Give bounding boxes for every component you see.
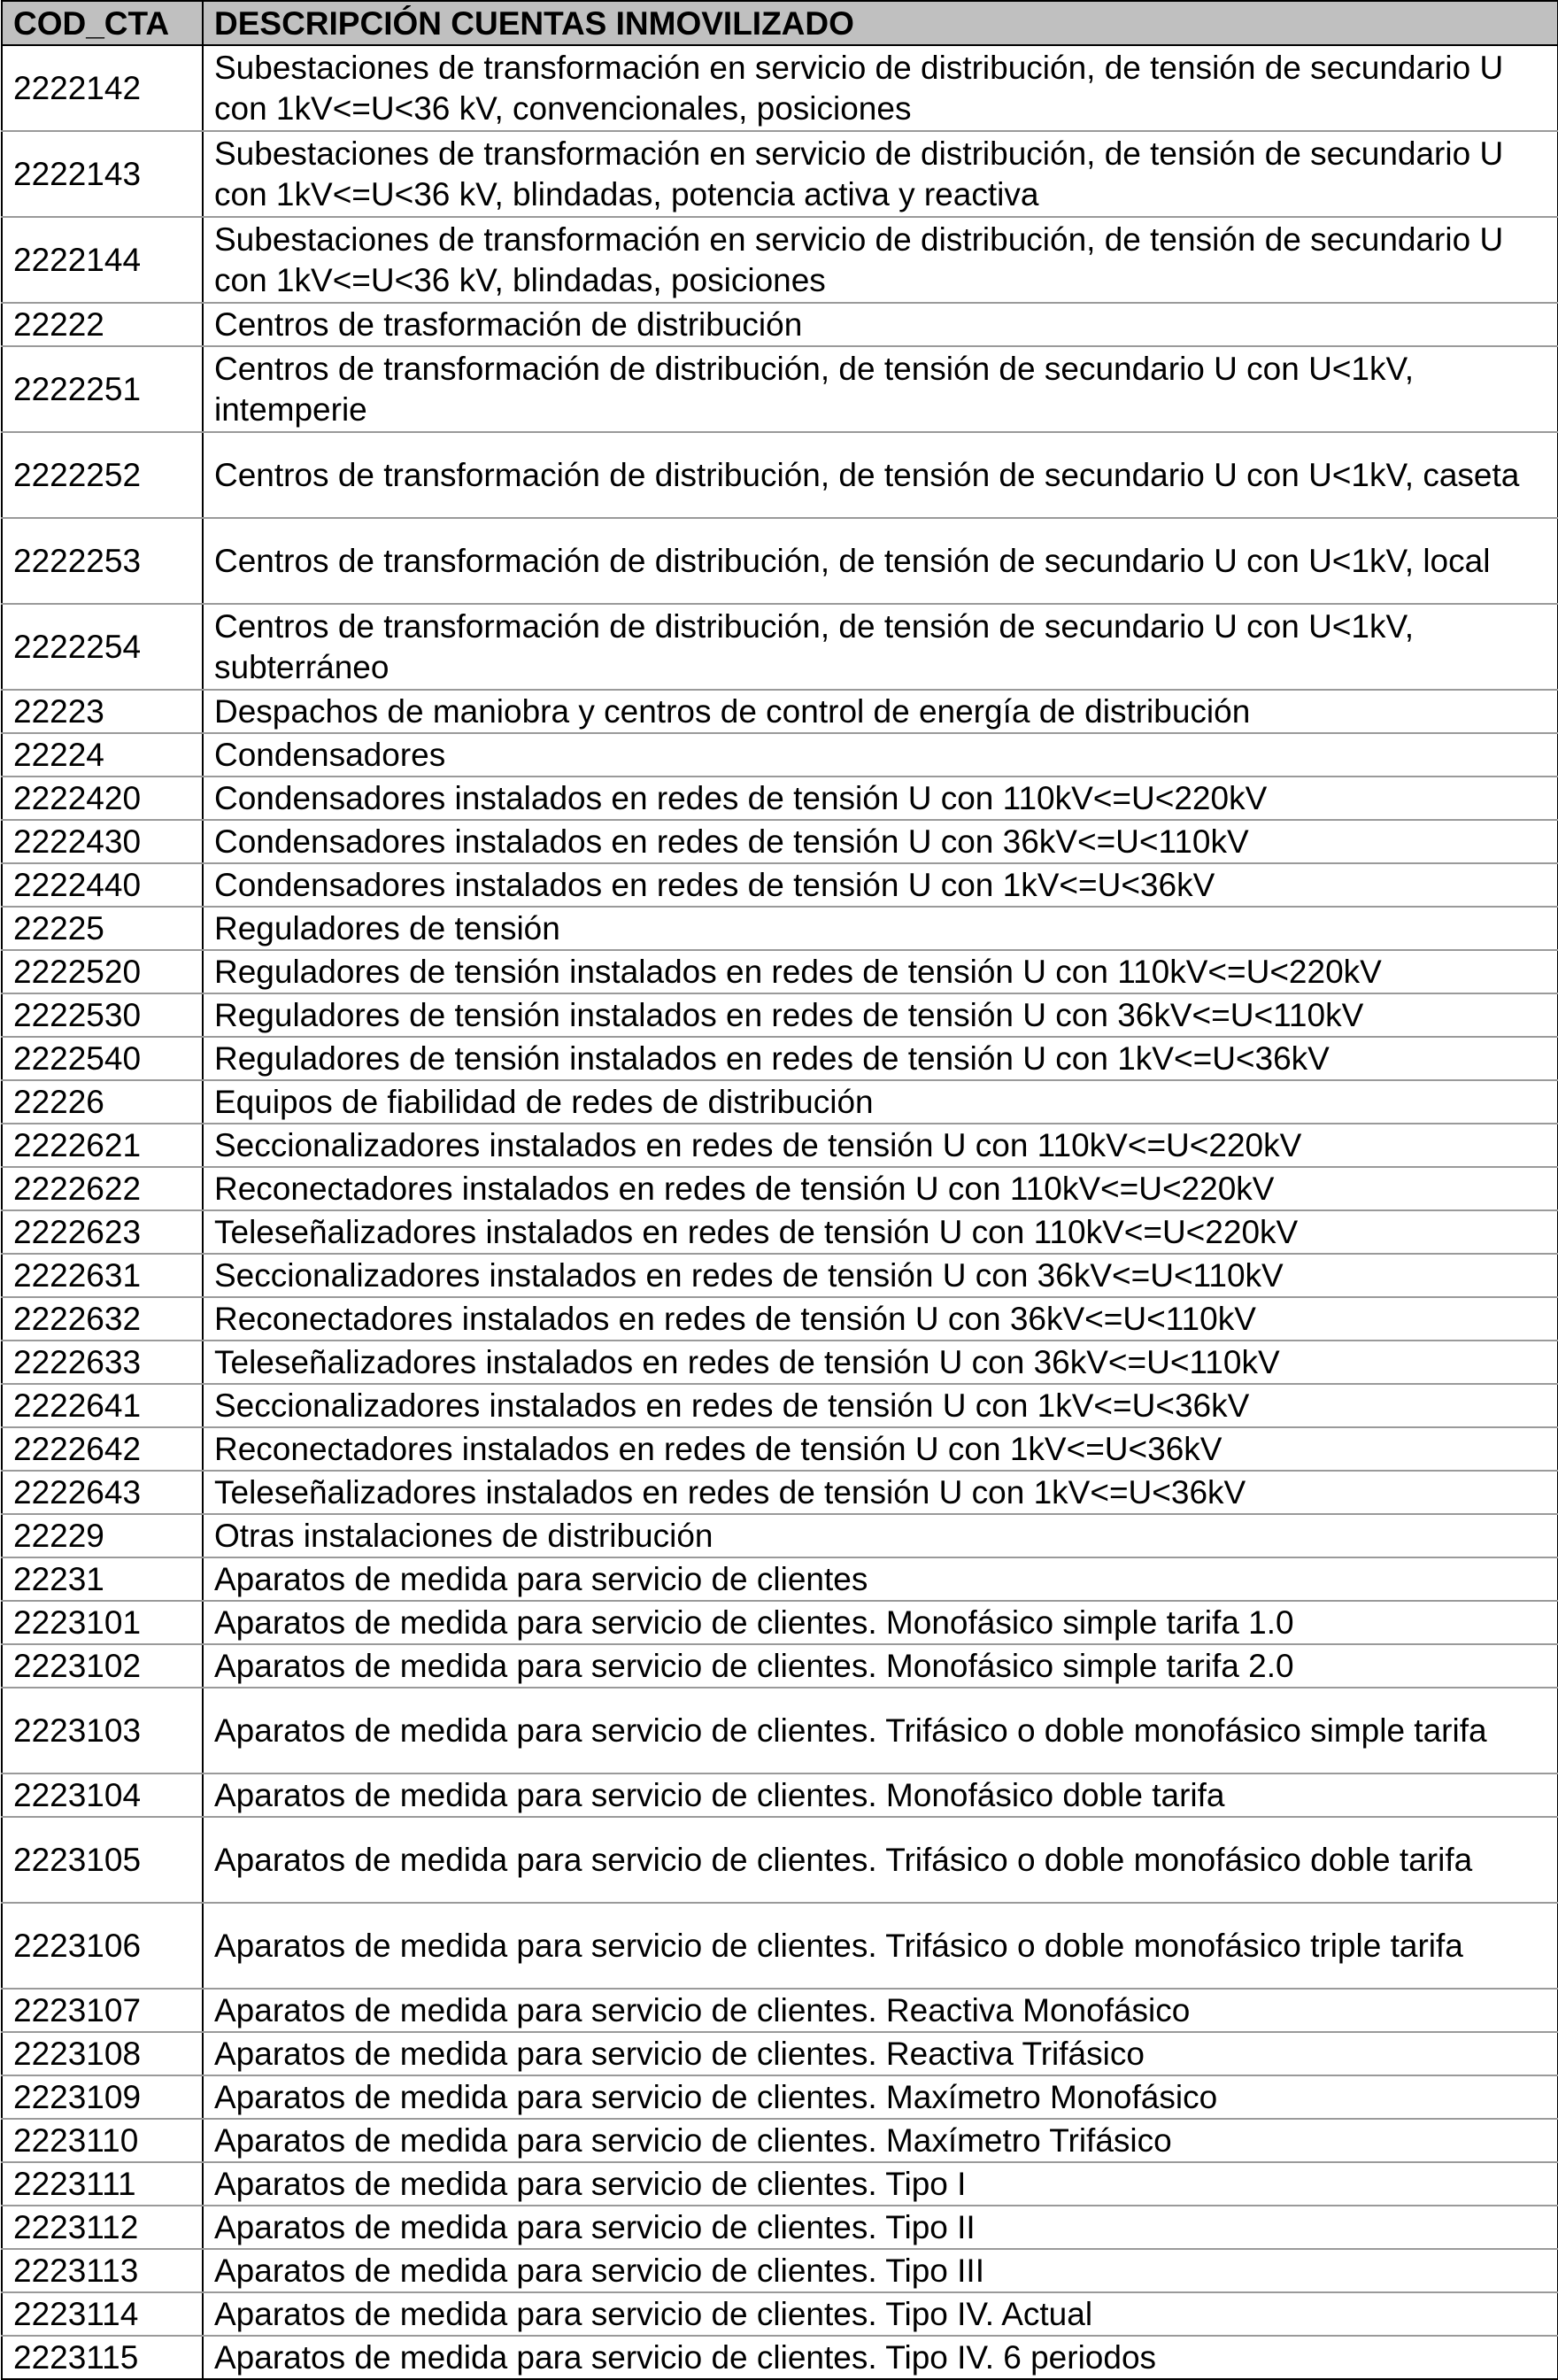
account-description-cell: Aparatos de medida para servicio de clientes. Reactiva Trifásico	[203, 2032, 1558, 2075]
accounts-table	[1, 0, 1558, 2380]
table-row	[2, 131, 1558, 217]
account-code-cell: 2223114	[2, 2292, 203, 2336]
account-code-cell: 2223110	[2, 2119, 203, 2162]
account-code-cell: 2223107	[2, 1989, 203, 2032]
account-description-cell: Reguladores de tensión instalados en redes de tensión U con 110kV<=U<220kV	[203, 950, 1558, 993]
table-row	[2, 820, 1558, 863]
account-description-cell: Reconectadores instalados en redes de tensión U con 1kV<=U<36kV	[203, 1427, 1558, 1471]
account-code-cell: 2223102	[2, 1644, 203, 1688]
account-description-cell: Condensadores instalados en redes de tensión U con 36kV<=U<110kV	[203, 820, 1558, 863]
account-description-cell: Centros de transformación de distribución, de tensión de secundario U con U<1kV, local	[203, 518, 1558, 604]
table-row	[2, 2206, 1558, 2249]
account-code-cell: 2223113	[2, 2249, 203, 2292]
table-row	[2, 1471, 1558, 1514]
account-code-cell: 2222143	[2, 131, 203, 217]
account-description-cell: Condensadores instalados en redes de tensión U con 1kV<=U<36kV	[203, 863, 1558, 907]
table-body	[2, 45, 1558, 2379]
table-row	[2, 1297, 1558, 1341]
table-row	[2, 863, 1558, 907]
column-header-description: DESCRIPCIÓN CUENTAS INMOVILIZADO	[203, 1, 1558, 45]
table-row	[2, 1688, 1558, 1773]
table-row	[2, 2119, 1558, 2162]
account-description-cell: Aparatos de medida para servicio de clientes. Tipo IV. Actual	[203, 2292, 1558, 2336]
account-code-cell: 2222622	[2, 1167, 203, 1210]
table-row	[2, 907, 1558, 950]
account-code-cell: 22223	[2, 690, 203, 733]
table-row	[2, 1384, 1558, 1427]
account-code-cell: 2222253	[2, 518, 203, 604]
account-code-cell: 2222633	[2, 1341, 203, 1384]
account-code-cell: 2222440	[2, 863, 203, 907]
table-row	[2, 432, 1558, 518]
account-description-cell: Aparatos de medida para servicio de clientes. Maxímetro Trifásico	[203, 2119, 1558, 2162]
table-header-row	[2, 1, 1558, 45]
account-code-cell: 2222642	[2, 1427, 203, 1471]
account-code-cell: 2223111	[2, 2162, 203, 2206]
account-code-cell: 2223108	[2, 2032, 203, 2075]
account-code-cell: 2222251	[2, 346, 203, 432]
account-code-cell: 2222641	[2, 1384, 203, 1427]
account-code-cell: 22229	[2, 1514, 203, 1557]
table-row	[2, 1254, 1558, 1297]
account-description-cell: Seccionalizadores instalados en redes de tensión U con 110kV<=U<220kV	[203, 1124, 1558, 1167]
account-code-cell: 2222540	[2, 1037, 203, 1080]
table-row	[2, 2075, 1558, 2119]
account-code-cell: 2222254	[2, 604, 203, 690]
table-row	[2, 1903, 1558, 1989]
account-description-cell: Reconectadores instalados en redes de tensión U con 110kV<=U<220kV	[203, 1167, 1558, 1210]
table-row	[2, 518, 1558, 604]
account-code-cell: 2222252	[2, 432, 203, 518]
account-code-cell: 2223112	[2, 2206, 203, 2249]
table-row	[2, 2162, 1558, 2206]
table-row	[2, 1601, 1558, 1644]
table-row	[2, 1989, 1558, 2032]
account-description-cell: Aparatos de medida para servicio de clientes. Reactiva Monofásico	[203, 1989, 1558, 2032]
table-row	[2, 1341, 1558, 1384]
account-description-cell: Centros de transformación de distribución, de tensión de secundario U con U<1kV, intemperie	[203, 346, 1558, 432]
account-description-cell: Aparatos de medida para servicio de clientes. Monofásico simple tarifa 2.0	[203, 1644, 1558, 1688]
table-row	[2, 45, 1558, 131]
account-code-cell: 2222144	[2, 217, 203, 303]
account-code-cell: 2223103	[2, 1688, 203, 1773]
table-row	[2, 2336, 1558, 2379]
table-row	[2, 2292, 1558, 2336]
table-row	[2, 1644, 1558, 1688]
table-row	[2, 1124, 1558, 1167]
table-row	[2, 690, 1558, 733]
account-description-cell: Aparatos de medida para servicio de clientes. Trifásico o doble monofásico doble tarifa	[203, 1817, 1558, 1903]
account-description-cell: Teleseñalizadores instalados en redes de tensión U con 1kV<=U<36kV	[203, 1471, 1558, 1514]
account-description-cell: Aparatos de medida para servicio de clientes. Trifásico o doble monofásico simple tarifa	[203, 1688, 1558, 1773]
account-description-cell: Aparatos de medida para servicio de clientes. Tipo III	[203, 2249, 1558, 2292]
account-code-cell: 2222420	[2, 777, 203, 820]
table-row	[2, 1037, 1558, 1080]
column-header-code: COD_CTA	[2, 1, 203, 45]
account-description-cell: Condensadores	[203, 733, 1558, 777]
account-code-cell: 2222643	[2, 1471, 203, 1514]
table-row	[2, 1514, 1558, 1557]
account-code-cell: 2222520	[2, 950, 203, 993]
account-description-cell: Seccionalizadores instalados en redes de tensión U con 1kV<=U<36kV	[203, 1384, 1558, 1427]
account-description-cell: Aparatos de medida para servicio de clientes. Tipo IV. 6 periodos	[203, 2336, 1558, 2379]
account-code-cell: 2222430	[2, 820, 203, 863]
account-description-cell: Otras instalaciones de distribución	[203, 1514, 1558, 1557]
account-code-cell: 2223105	[2, 1817, 203, 1903]
account-description-cell: Condensadores instalados en redes de tensión U con 110kV<=U<220kV	[203, 777, 1558, 820]
account-description-cell: Despachos de maniobra y centros de control de energía de distribución	[203, 690, 1558, 733]
account-code-cell: 2223109	[2, 2075, 203, 2119]
account-code-cell: 22225	[2, 907, 203, 950]
table-row	[2, 604, 1558, 690]
table-row	[2, 1080, 1558, 1124]
account-code-cell: 2223101	[2, 1601, 203, 1644]
account-description-cell: Subestaciones de transformación en servicio de distribución, de tensión de secundario U con 1kV<=U<36 kV, blindadas, posiciones	[203, 217, 1558, 303]
account-code-cell: 2223106	[2, 1903, 203, 1989]
account-description-cell: Aparatos de medida para servicio de clientes. Monofásico doble tarifa	[203, 1773, 1558, 1817]
table-row	[2, 1557, 1558, 1601]
table-row	[2, 2249, 1558, 2292]
account-code-cell: 2223115	[2, 2336, 203, 2379]
table-row	[2, 1210, 1558, 1254]
account-description-cell: Seccionalizadores instalados en redes de tensión U con 36kV<=U<110kV	[203, 1254, 1558, 1297]
account-description-cell: Reconectadores instalados en redes de tensión U con 36kV<=U<110kV	[203, 1297, 1558, 1341]
table-row	[2, 993, 1558, 1037]
table-row	[2, 1773, 1558, 1817]
account-description-cell: Aparatos de medida para servicio de clientes. Tipo II	[203, 2206, 1558, 2249]
table-row	[2, 1427, 1558, 1471]
table-row	[2, 2032, 1558, 2075]
account-code-cell: 2222623	[2, 1210, 203, 1254]
account-description-cell: Subestaciones de transformación en servicio de distribución, de tensión de secundario U con 1kV<=U<36 kV, convencionales, posiciones	[203, 45, 1558, 131]
table-row	[2, 1817, 1558, 1903]
account-description-cell: Centros de trasformación de distribución	[203, 303, 1558, 346]
account-code-cell: 2222621	[2, 1124, 203, 1167]
table-row	[2, 217, 1558, 303]
account-code-cell: 2223104	[2, 1773, 203, 1817]
account-description-cell: Equipos de fiabilidad de redes de distribución	[203, 1080, 1558, 1124]
account-description-cell: Subestaciones de transformación en servicio de distribución, de tensión de secundario U con 1kV<=U<36 kV, blindadas, potencia activa y reactiva	[203, 131, 1558, 217]
table-row	[2, 303, 1558, 346]
account-code-cell: 22222	[2, 303, 203, 346]
account-description-cell: Centros de transformación de distribución, de tensión de secundario U con U<1kV, caseta	[203, 432, 1558, 518]
table-row	[2, 733, 1558, 777]
account-code-cell: 2222142	[2, 45, 203, 131]
account-description-cell: Aparatos de medida para servicio de clientes. Monofásico simple tarifa 1.0	[203, 1601, 1558, 1644]
account-description-cell: Reguladores de tensión	[203, 907, 1558, 950]
account-description-cell: Aparatos de medida para servicio de clientes. Trifásico o doble monofásico triple tarifa	[203, 1903, 1558, 1989]
account-description-cell: Aparatos de medida para servicio de clientes	[203, 1557, 1558, 1601]
account-code-cell: 22226	[2, 1080, 203, 1124]
account-code-cell: 22224	[2, 733, 203, 777]
account-code-cell: 2222530	[2, 993, 203, 1037]
account-description-cell: Reguladores de tensión instalados en redes de tensión U con 1kV<=U<36kV	[203, 1037, 1558, 1080]
account-description-cell: Aparatos de medida para servicio de clientes. Tipo I	[203, 2162, 1558, 2206]
account-description-cell: Aparatos de medida para servicio de clientes. Maxímetro Monofásico	[203, 2075, 1558, 2119]
table-row	[2, 1167, 1558, 1210]
account-description-cell: Teleseñalizadores instalados en redes de tensión U con 36kV<=U<110kV	[203, 1341, 1558, 1384]
account-code-cell: 2222632	[2, 1297, 203, 1341]
account-code-cell: 2222631	[2, 1254, 203, 1297]
table-row	[2, 777, 1558, 820]
table-row	[2, 950, 1558, 993]
table-row	[2, 346, 1558, 432]
account-description-cell: Centros de transformación de distribución, de tensión de secundario U con U<1kV, subterráneo	[203, 604, 1558, 690]
account-description-cell: Reguladores de tensión instalados en redes de tensión U con 36kV<=U<110kV	[203, 993, 1558, 1037]
account-description-cell: Teleseñalizadores instalados en redes de tensión U con 110kV<=U<220kV	[203, 1210, 1558, 1254]
account-code-cell: 22231	[2, 1557, 203, 1601]
